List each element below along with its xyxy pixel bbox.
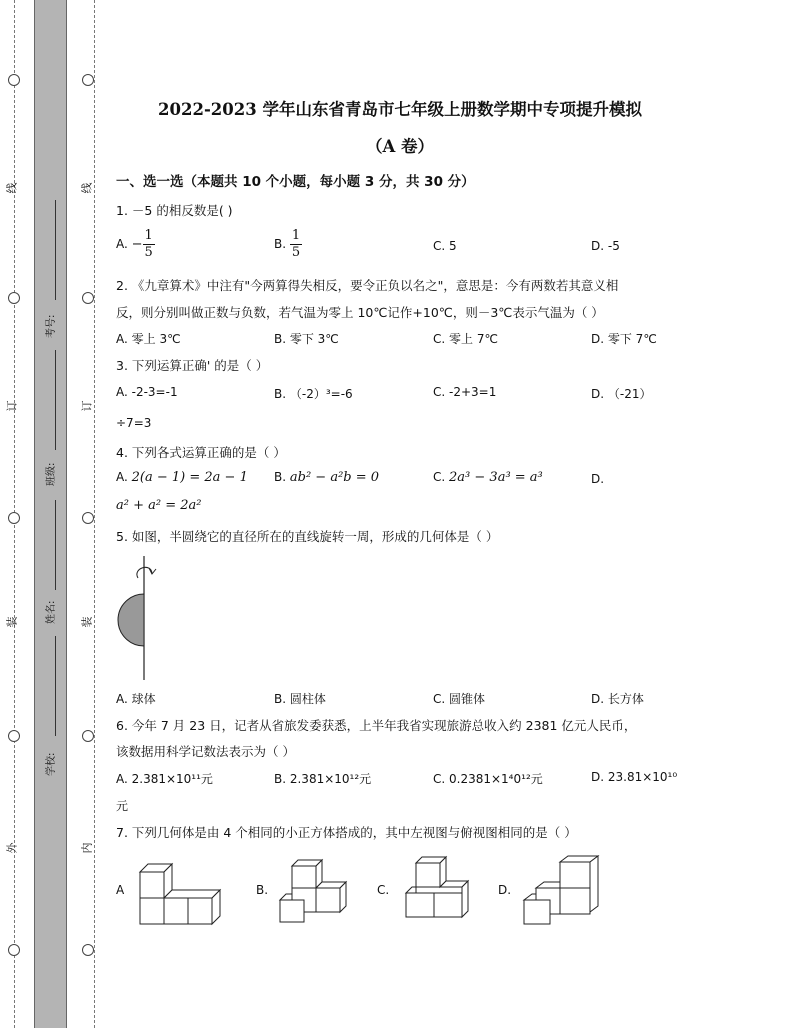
school-line [55,636,56,736]
outer-margin-char: 线 [5,182,19,194]
q3-option-c[interactable]: C. -2+3=1 [433,385,497,399]
q4-option-b[interactable] [274,470,379,485]
school-label: 学校: [46,752,57,776]
q4-c-expression: 2a³ − 3a³ = a³ [449,470,543,485]
q1-a-fraction [143,228,155,261]
q7-figure-d [520,854,604,926]
q4-b-label: B. [274,470,287,484]
q3-option-d[interactable]: D. （-21） [591,387,652,401]
q6-option-c[interactable]: C. 0.2381×1⁴0¹²元 [433,772,543,786]
q4-b-expression: ab² − a²b = 0 [289,470,380,485]
q5-semicircle-figure [112,552,162,682]
q6-stem-line1: 6. 今年 7 月 23 日，记者从省旅发委获悉，上半年我省实现旅游总收入约 2381 亿元人民币， [116,718,637,733]
q7-figure-a [134,860,234,926]
q4-a-label: A. [116,470,128,484]
q5-option-a[interactable]: A. 球体 [116,692,156,706]
q4-c-label: C. [433,470,446,484]
q1-a-label: A. [116,237,128,251]
inner-margin-char: 订 [80,400,94,412]
q7-stem: 7. 下列几何体是由 4 个相同的小正方体搭成的，其中左视图与俯视图相同的是（ ） [116,825,577,840]
q7-option-c[interactable]: C. [377,883,390,897]
name-label: 姓名: [46,600,57,624]
inner-margin-char: 内 [80,842,94,854]
inner-margin-char: 线 [80,182,94,194]
q3-option-b[interactable]: B. （-2）³=-6 [274,387,353,401]
q2-option-a[interactable]: A. 零上 3℃ [116,332,181,346]
q1-a-denominator: 5 [144,245,153,260]
binding-strip [34,0,67,1028]
page-title: 2022-2023 学年山东省青岛市七年级上册数学期中专项提升模拟 [158,100,642,119]
binding-hole [8,74,20,86]
q7-option-d[interactable]: D. [498,883,512,897]
q1-option-b[interactable] [274,228,302,261]
q5-stem: 5. 如图，半圆绕它的直径所在的直线旋转一周，形成的几何体是（ ） [116,529,499,544]
q5-option-d[interactable]: D. 长方体 [591,692,644,706]
q1-b-numerator: 1 [291,228,301,243]
q4-a-expression: 2(a − 1) = 2a − 1 [131,470,248,485]
class-line [55,350,56,450]
outer-margin-char: 装 [5,616,19,628]
q6-option-d-continued: 元 [116,799,129,813]
q3-stem: 3. 下列运算正确' 的是（ ） [116,358,269,373]
q5-option-c[interactable]: C. 圆锥体 [433,692,486,706]
binding-hole [82,74,94,86]
q1-option-a[interactable] [116,228,155,261]
q2-stem-line2: 反，则分别叫做正数与负数，若气温为零上 10℃记作+10℃，则－3℃表示气温为（ ） [116,305,604,320]
q2-option-b[interactable]: B. 零下 3℃ [274,332,339,346]
q5-option-b[interactable]: B. 圆柱体 [274,692,326,706]
inner-margin-char: 装 [80,616,94,628]
section-heading: 一、选一选（本题共 10 个小题，每小题 3 分，共 30 分） [116,174,475,190]
q2-stem-line1: 2. 《九章算术》中注有"今两算得失相反，要令正负以名之"，意思是：今有两数若其意义相 [116,278,619,293]
binding-hole [8,292,20,304]
q6-option-a[interactable]: A. 2.381×10¹¹元 [116,772,213,786]
q7-option-b[interactable]: B. [256,883,269,897]
q1-stem: 1. －5 的相反数是( ) [116,203,233,218]
q4-option-c[interactable] [433,470,543,485]
q3-option-a[interactable]: A. -2-3=-1 [116,385,178,399]
q2-option-c[interactable]: C. 零上 7℃ [433,332,498,346]
outer-margin-char: 订 [5,400,19,412]
binding-hole [82,292,94,304]
binding-hole [8,944,20,956]
page-subtitle: （A 卷） [365,137,435,156]
q1-b-fraction [290,228,302,261]
q4-option-d-expression: a² + a² = 2a² [116,498,202,513]
binding-hole [82,944,94,956]
q1-b-denominator: 5 [291,245,301,260]
q6-option-b[interactable]: B. 2.381×10¹²元 [274,772,372,786]
exam-number-line [55,200,56,300]
q6-option-d[interactable]: D. 23.81×10¹⁰ [591,770,678,784]
q2-option-d[interactable]: D. 零下 7℃ [591,332,657,346]
q1-a-numerator: 1 [144,228,153,243]
q7-figure-c [404,855,470,921]
binding-hole [82,730,94,742]
name-line [55,500,56,590]
outer-margin-char: 外 [5,842,19,854]
q1-option-d[interactable]: D. -5 [591,239,620,253]
q1-option-c[interactable]: C. 5 [433,239,457,253]
binding-hole [82,512,94,524]
q1-a-sign: − [131,237,143,252]
q4-option-d[interactable]: D. [591,472,605,486]
q4-option-a[interactable] [116,470,248,485]
q7-figure-b [278,858,354,926]
class-label: 班级: [46,462,57,486]
q7-option-a[interactable]: A [116,883,125,897]
exam-number-label: 考号: [46,314,57,338]
inner-dashed-line [94,0,95,1028]
q6-stem-line2: 该数据用科学记数法表示为（ ） [116,744,295,759]
q1-b-label: B. [274,237,287,251]
binding-hole [8,512,20,524]
q4-stem: 4. 下列各式运算正确的是（ ） [116,445,286,460]
semicircle-shape [118,594,144,646]
binding-hole [8,730,20,742]
q3-option-d-continued: ÷7=3 [116,416,152,430]
